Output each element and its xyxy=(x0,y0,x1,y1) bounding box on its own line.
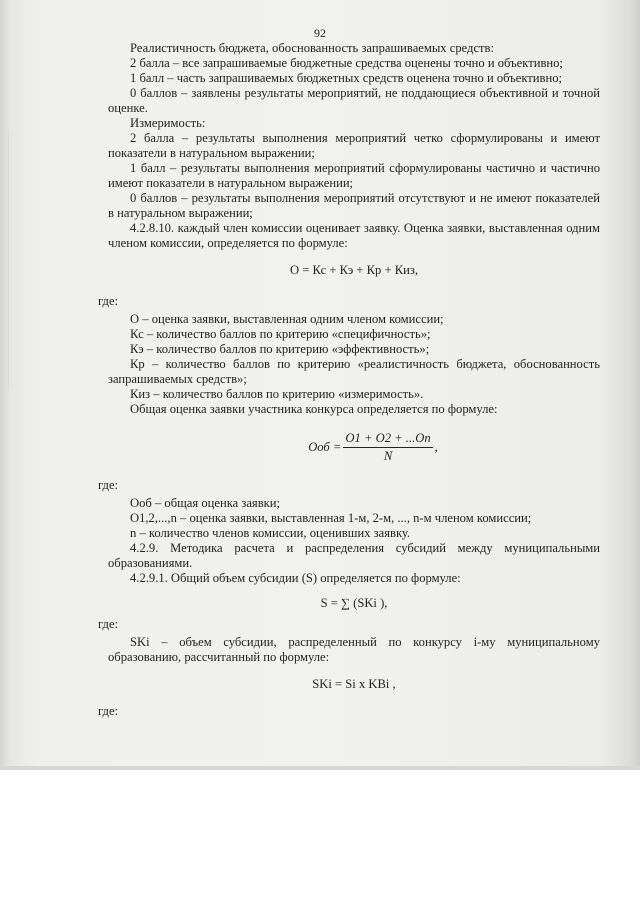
where-label: где: xyxy=(98,478,119,492)
definition: Кэ – количество баллов по критерию «эффективность»; xyxy=(130,342,430,356)
definition: Кр – количество баллов по критерию «реалистичность бюджета, обоснованность запрашиваемых средств»; xyxy=(108,357,600,386)
paragraph: 0 баллов – заявлены результаты мероприятий, не поддающиеся объективной и точной оценке. xyxy=(108,86,600,115)
where-label: где: xyxy=(98,704,119,718)
formula-subsidy-total: S = ∑ (SKi ), xyxy=(320,596,388,610)
definition: SKi – объем субсидии, распределенный по конкурсу i-му муниципальному образованию, рассчитанный по формуле: xyxy=(108,635,600,664)
where-label: где: xyxy=(98,617,119,631)
scan-shadow-line xyxy=(8,130,9,390)
formula-subsidy-municipal: SKi = Si x KBi , xyxy=(312,677,396,691)
fraction xyxy=(343,431,432,464)
paragraph: 1 балл – часть запрашиваемых бюджетных средств оценена точно и объективно; xyxy=(130,71,563,85)
definition: n – количество членов комиссии, оценивших заявку. xyxy=(130,526,411,540)
definition: О1,2,...,n – оценка заявки, выставленная 1-м, 2-м, ..., n-м членом комиссии; xyxy=(130,511,532,525)
page-number: 92 xyxy=(314,26,326,40)
paragraph: Измеримость: xyxy=(130,116,206,130)
document-body xyxy=(98,41,600,722)
paragraph: 4.2.8.10. каждый член комиссии оценивает заявку. Оценка заявки, выставленная одним членом комиссии, определяется по формуле: xyxy=(108,221,600,250)
fraction-denominator: N xyxy=(383,449,393,463)
fraction-bar xyxy=(343,447,432,448)
paragraph: 2 балла – все запрашиваемые бюджетные средства оценены точно и объективно; xyxy=(130,56,563,70)
definition: Ооб – общая оценка заявки; xyxy=(130,496,281,510)
scan-edge xyxy=(0,766,640,770)
where-label: где: xyxy=(98,294,119,308)
paragraph: 1 балл – результаты выполнения мероприятий сформулированы частично и частично имеют показатели в натуральном выражении; xyxy=(108,161,600,190)
definition: Кс – количество баллов по критерию «специфичность»; xyxy=(130,327,431,341)
formula-tail: , xyxy=(434,440,438,454)
section-heading: 4.2.9. Методика расчета и распределения субсидий между муниципальными образованиями. xyxy=(108,541,600,570)
formula-score: О = Кс + Кэ + Кр + Киз, xyxy=(290,263,418,277)
fraction-numerator: O1 + O2 + ...On xyxy=(345,431,431,445)
paragraph: 2 балла – результаты выполнения мероприятий четко сформулированы и имеют показатели в натуральном выражении; xyxy=(108,131,600,160)
formula-lhs: Ооб = xyxy=(308,440,342,454)
definition: О – оценка заявки, выставленная одним членом комиссии; xyxy=(130,312,444,326)
definition: Киз – количество баллов по критерию «измеримость». xyxy=(130,387,424,401)
paragraph: Реалистичность бюджета, обоснованность запрашиваемых средств: xyxy=(130,41,495,55)
paragraph: Общая оценка заявки участника конкурса определяется по формуле: xyxy=(130,402,498,416)
formula-total-score xyxy=(146,431,600,464)
paragraph: 4.2.9.1. Общий объем субсидии (S) определяется по формуле: xyxy=(130,571,461,585)
paragraph: 0 баллов – результаты выполнения мероприятий отсутствуют и не имеют показателей в натуральном выражении; xyxy=(108,191,600,220)
